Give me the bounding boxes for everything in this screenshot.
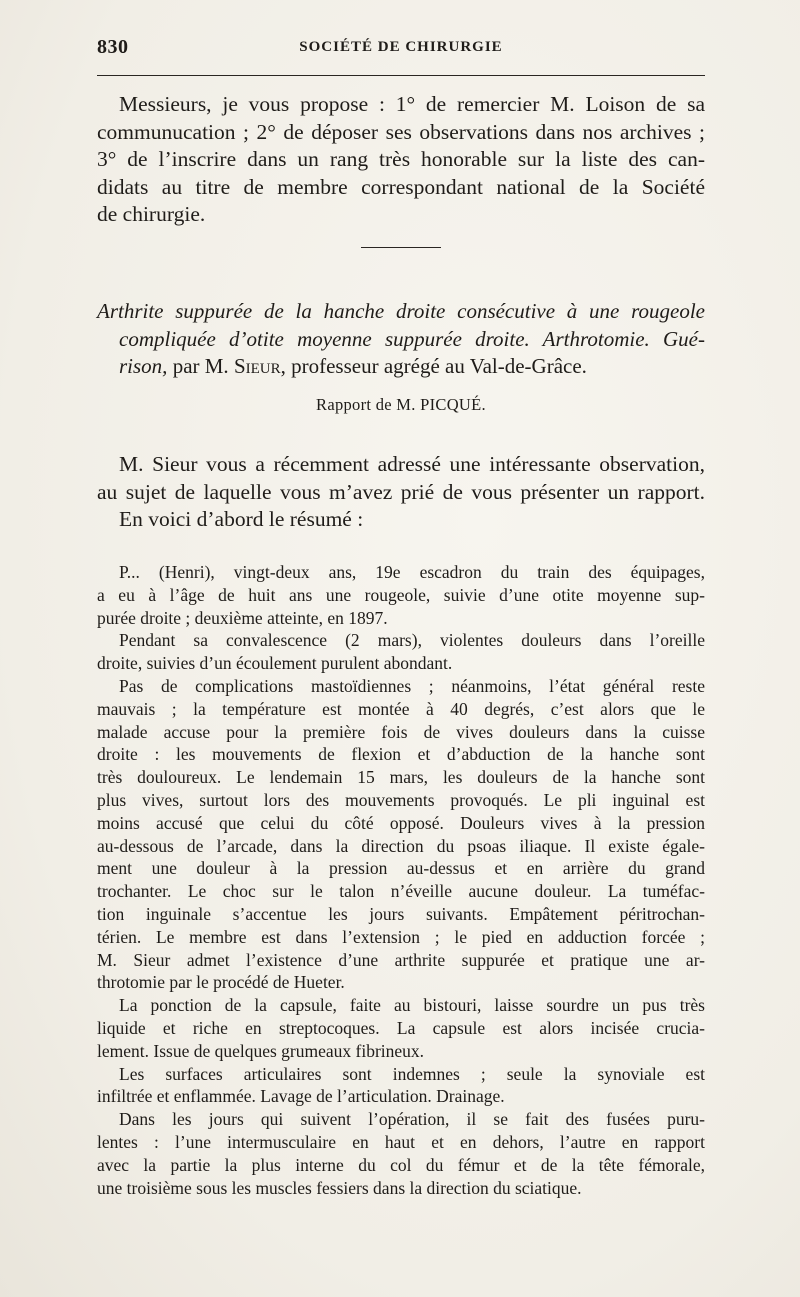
text-line: de chirurgie. bbox=[97, 202, 206, 226]
text-line: au-dessous de l’arcade, dans la direction du psoas iliaque. Il existe égale- bbox=[97, 835, 705, 856]
text-line: lement. Issue de quelques grumeaux fibrineux. bbox=[97, 1040, 425, 1061]
running-head: SOCIÉTÉ DE CHIRURGIE bbox=[299, 39, 503, 55]
text-line: Messieurs, je vous propose : 1° de remercier M. Loison de sa bbox=[119, 92, 705, 116]
text-line: moins accusé que celui du côté opposé. Douleurs vives à la pression bbox=[97, 812, 705, 833]
text-line: liquide et riche en streptocoques. La capsule est alors incisée crucia- bbox=[97, 1017, 705, 1038]
text-line: P... (Henri), vingt-deux ans, 19e escadron du train des équipages, bbox=[119, 562, 705, 582]
title-line-author bbox=[97, 353, 705, 381]
paragraph bbox=[97, 1063, 705, 1109]
text-line: lentes : l’une intermusculaire en haut et en dehors, l’autre en rapport bbox=[97, 1131, 705, 1152]
page-number: 830 bbox=[97, 36, 129, 58]
text-line: malade accuse pour la première fois de vives douleurs dans la cuisse bbox=[97, 721, 705, 742]
text-line: Pendant sa convalescence (2 mars), violentes douleurs dans l’oreille bbox=[119, 630, 705, 651]
intro-paragraph bbox=[97, 91, 705, 229]
report-byline: Rapport de M. PICQUÉ. bbox=[316, 395, 486, 414]
author-name: Sieur bbox=[233, 354, 281, 378]
text-line: plus vives, surtout lors des mouvements provoqués. Le pli inguinal est bbox=[97, 789, 705, 810]
text-line: Dans les jours qui suivent l’opération, il se fait des fusées puru- bbox=[119, 1109, 705, 1130]
text-line: ment une douleur à la pression au-dessus et en arrière du grand bbox=[97, 858, 705, 879]
text-line: térien. Le membre est dans l’extension ; le pied en adduction forcée ; bbox=[97, 926, 705, 947]
text-line: droite : les mouvements de flexion et d’abduction de la hanche sont bbox=[97, 744, 705, 765]
text-line: 3° de l’inscrire dans un rang très honorable sur la liste des can- bbox=[97, 147, 705, 171]
title-line: Arthrite suppurée de la hanche droite consécutive à une rougeole bbox=[97, 299, 705, 323]
text-line: très douloureux. Le lendemain 15 mars, les douleurs de la hanche sont bbox=[97, 767, 705, 788]
report-intro bbox=[97, 451, 705, 534]
title-line: compliquée d’otite moyenne suppurée droite. Arthrotomie. Gué- bbox=[119, 326, 705, 351]
page-header bbox=[97, 36, 705, 62]
paragraph bbox=[97, 561, 705, 629]
section-divider bbox=[361, 247, 441, 248]
text-line: droite, suivies d’un écoulement purulent abondant. bbox=[97, 653, 453, 674]
text-line: throtomie par le procédé de Hueter. bbox=[97, 972, 345, 993]
article-title bbox=[97, 298, 705, 381]
text-line: communucation ; 2° de déposer ses observations dans nos archives ; bbox=[97, 119, 705, 144]
title-par: par M. bbox=[167, 354, 234, 378]
text-line: M. Sieur vous a récemment adressé une intéressante observation, bbox=[119, 452, 705, 476]
text-line: a eu à l’âge de huit ans une rougeole, suivie d’une otite moyenne sup- bbox=[97, 584, 705, 605]
text-line: infiltrée et enflammée. Lavage de l’articulation. Drainage. bbox=[97, 1086, 505, 1107]
text-line: Les surfaces articulaires sont indemnes ; seule la synoviale est bbox=[119, 1063, 705, 1084]
text-line: La ponction de la capsule, faite au bistouri, laisse sourdre un pus très bbox=[119, 995, 705, 1016]
text-line: mauvais ; la température est montée à 40 degrés, c’est alors que le bbox=[97, 698, 705, 719]
paragraph bbox=[97, 1108, 705, 1199]
paragraph bbox=[97, 675, 705, 994]
text-line: Pas de complications mastoïdiennes ; néanmoins, l’état général reste bbox=[119, 675, 705, 696]
text-line: didats au titre de membre correspondant national de la Société bbox=[97, 174, 705, 199]
text-line: M. Sieur admet l’existence d’une arthrite suppurée et pratique une ar- bbox=[97, 949, 705, 970]
author-affiliation: , professeur agrégé au Val-de-Grâce. bbox=[280, 354, 587, 378]
observation-text bbox=[97, 561, 705, 1199]
text-line: avec la partie la plus interne du col du fémur et de la tête fémorale, bbox=[97, 1154, 705, 1175]
text-line: une troisième sous les muscles fessiers dans la direction du sciatique. bbox=[97, 1177, 582, 1198]
text-line: En voici d’abord le résumé : bbox=[119, 507, 364, 531]
paragraph bbox=[97, 994, 705, 1062]
title-fragment: rison, bbox=[119, 354, 168, 378]
text-line: purée droite ; deuxième atteinte, en 1897. bbox=[97, 607, 388, 628]
text-line: tion inguinale s’accentue les jours suivants. Empâtement péritrochan- bbox=[97, 903, 705, 924]
paragraph bbox=[97, 629, 705, 675]
header-rule bbox=[97, 75, 705, 76]
text-line: au sujet de laquelle vous m’avez prié de vous présenter un rapport. bbox=[97, 479, 705, 504]
text-line: trochanter. Le choc sur le talon n’éveille aucune douleur. La tuméfac- bbox=[97, 881, 705, 902]
